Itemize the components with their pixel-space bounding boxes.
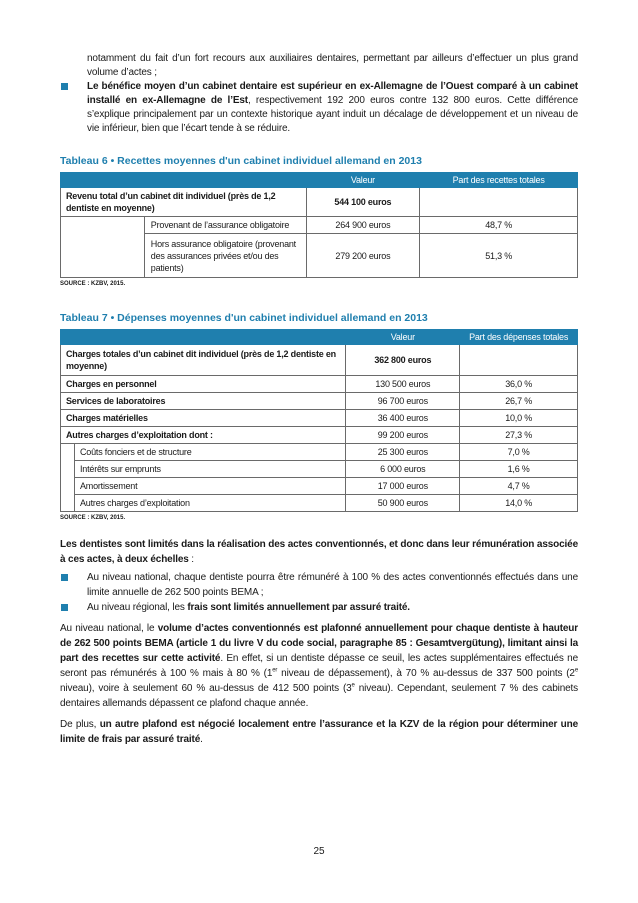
limits-bullet-regional (60, 600, 578, 615)
sup-e1: e (574, 667, 578, 674)
intro-continuation: notamment du fait d’un fort recours aux auxiliaires dentaires, permettant par ailleurs d’effectuer un plus grand volume d’actes ; (87, 53, 578, 78)
table-row (61, 234, 578, 278)
table6-row-label: Hors assurance obligatoire (provenant des assurances privées et/ou des patients) (144, 234, 306, 278)
table6-row-value: 264 900 euros (306, 217, 420, 234)
table7-subrow-value: 17 000 euros (346, 478, 460, 495)
table7-title: Tableau 7 • Dépenses moyennes d'un cabinet individuel allemand en 2013 (60, 312, 428, 324)
table-subrow (61, 444, 578, 461)
table7-header-row (61, 330, 578, 345)
limits-bullet2-bold: frais sont limités annuellement par assuré traité. (187, 602, 410, 613)
table7-subrow-label: Autres charges d’exploitation (74, 495, 345, 512)
table-subrow (61, 478, 578, 495)
table6-title: Tableau 6 • Recettes moyennes d'un cabinet individuel allemand en 2013 (60, 155, 422, 167)
table7-subrow-value: 50 900 euros (346, 495, 460, 512)
intro-bullet (60, 80, 578, 136)
table6-header-blank (61, 173, 307, 188)
table7-header-share: Part des dépenses totales (460, 330, 578, 345)
table6-header-share: Part des recettes totales (420, 173, 578, 188)
table7-indent-cell (61, 495, 75, 512)
sup-e2: e (351, 682, 355, 689)
table7-row-value: 130 500 euros (346, 376, 460, 393)
table-row (61, 427, 578, 444)
table7-row-value: 36 400 euros (346, 410, 460, 427)
table-row (61, 410, 578, 427)
page-content (60, 52, 578, 747)
regional-paragraph (60, 717, 578, 747)
table6-row-label: Provenant de l’assurance obligatoire (144, 217, 306, 234)
national-p1: . En effet, si un dentiste dépasse ce seuil, les actes supplémentaires effectués ne seront pas rémunérés à 100 % mais à 80 % (1 (60, 653, 579, 679)
national-bold: volume d’actes conventionnés est plafonné annuellement pour chaque dentiste à hauteur de 262 500 points BEMA (article 1 du livre V du code social, paragraphe 85 : Gesamtvergütung), limitant ainsi la part des recettes sur cette activité (60, 623, 578, 664)
national-start: Au niveau national, le (60, 623, 158, 634)
table7-total-share (460, 345, 578, 376)
limits-lead-end: : (188, 554, 194, 565)
table7-row-value: 96 700 euros (346, 393, 460, 410)
table7-subrow-label: Intérêts sur emprunts (74, 461, 345, 478)
square-bullet-icon (61, 574, 68, 581)
table7-row-share: 10,0 % (460, 410, 578, 427)
table7-subrow-label: Coûts fonciers et de structure (74, 444, 345, 461)
table6-header-row (61, 173, 578, 188)
limits-lead (60, 537, 578, 567)
national-p4: niveau). Cependant, seulement 7 % des cabinets dentaires allemands dépassent ce plafond chaque année. (60, 683, 578, 709)
square-bullet-icon (61, 83, 68, 90)
table7-total-value: 362 800 euros (346, 345, 460, 376)
limits-bullet1-text: Au niveau national, chaque dentiste pourra être rémunéré à 100 % des actes conventionnés effectués dans une limite annuelle de 262 500 points BEMA ; (87, 572, 578, 598)
table7-total-row (61, 345, 578, 376)
table6-total-value: 544 100 euros (306, 188, 420, 217)
table7-total-label: Charges totales d’un cabinet dit individuel (près de 1,2 dentiste en moyenne) (61, 345, 346, 376)
table6-total-row (61, 188, 578, 217)
table6-indent-cell (61, 234, 145, 278)
table6-header-value: Valeur (306, 173, 420, 188)
table7-source: SOURCE : KZBV, 2015. (60, 515, 126, 521)
table7-subrow-value: 25 300 euros (346, 444, 460, 461)
national-paragraph (60, 621, 578, 711)
table7-indent-cell (61, 478, 75, 495)
table6 (60, 172, 578, 278)
sup-er: er (272, 667, 278, 674)
table6-total-share (420, 188, 578, 217)
table6-row-value: 279 200 euros (306, 234, 420, 278)
limits-bullet2-start: Au niveau régional, les (87, 602, 188, 613)
table7-subrow-value: 6 000 euros (346, 461, 460, 478)
table6-source: SOURCE : KZBV, 2015. (60, 281, 126, 287)
national-p2: niveau de dépassement), à 70 % au-dessus de 337 500 points (2 (277, 668, 575, 679)
national-p3: niveau), voire à seulement 60 % au-dessus de 412 500 points (3 (60, 683, 352, 694)
table-subrow (61, 495, 578, 512)
regional-end: . (200, 734, 203, 745)
table7-header-value: Valeur (346, 330, 460, 345)
table7-subrow-share: 7,0 % (460, 444, 578, 461)
table7-row-value: 99 200 euros (346, 427, 460, 444)
intro-bullet-rest: , respectivement 192 200 euros contre 132 800 euros. Cette différence s’explique principalement par un contexte historique ayant induit un décalage de développement et un niveau de vie inférieur, bien que l’écart tende à se réduire. (87, 95, 578, 134)
table7-row-label: Autres charges d’exploitation dont : (61, 427, 346, 444)
limits-bullet-national (60, 570, 578, 600)
table-subrow (61, 461, 578, 478)
table7-subrow-label: Amortissement (74, 478, 345, 495)
table7-subrow-share: 1,6 % (460, 461, 578, 478)
limits-lead-bold: Les dentistes sont limités dans la réalisation des actes conventionnés, et donc dans leur rémunération associée à ces actes, à deux échelles (60, 539, 578, 565)
intro-bullet-bold: Le bénéfice moyen d’un cabinet dentaire est supérieur en ex-Allemagne de l’Ouest comparé à un cabinet installé en ex-Allemagne de l’Est (87, 81, 578, 106)
table7-row-share: 26,7 % (460, 393, 578, 410)
table6-total-label: Revenu total d’un cabinet dit individuel (près de 1,2 dentiste en moyenne) (61, 188, 307, 217)
table6-row-share: 48,7 % (420, 217, 578, 234)
table7-subrow-share: 4,7 % (460, 478, 578, 495)
table-row (61, 393, 578, 410)
table6-row-share: 51,3 % (420, 234, 578, 278)
table7-subrow-share: 14,0 % (460, 495, 578, 512)
table6-indent-cell (61, 217, 145, 234)
table7-indent-cell (61, 461, 75, 478)
table7 (60, 329, 578, 512)
table7-row-label: Charges en personnel (61, 376, 346, 393)
table7-indent-cell (61, 444, 75, 461)
table7-row-label: Charges matérielles (61, 410, 346, 427)
regional-start: De plus, (60, 719, 100, 730)
table7-row-share: 27,3 % (460, 427, 578, 444)
page-number: 25 (313, 846, 325, 857)
table-row (61, 217, 578, 234)
regional-bold: un autre plafond est négocié localement entre l’assurance et la KZV de la région pour déterminer une limite de frais par assuré traité (60, 719, 578, 745)
table7-header-blank (61, 330, 346, 345)
table-row (61, 376, 578, 393)
table7-row-label: Services de laboratoires (61, 393, 346, 410)
table7-row-share: 36,0 % (460, 376, 578, 393)
square-bullet-icon (61, 604, 68, 611)
